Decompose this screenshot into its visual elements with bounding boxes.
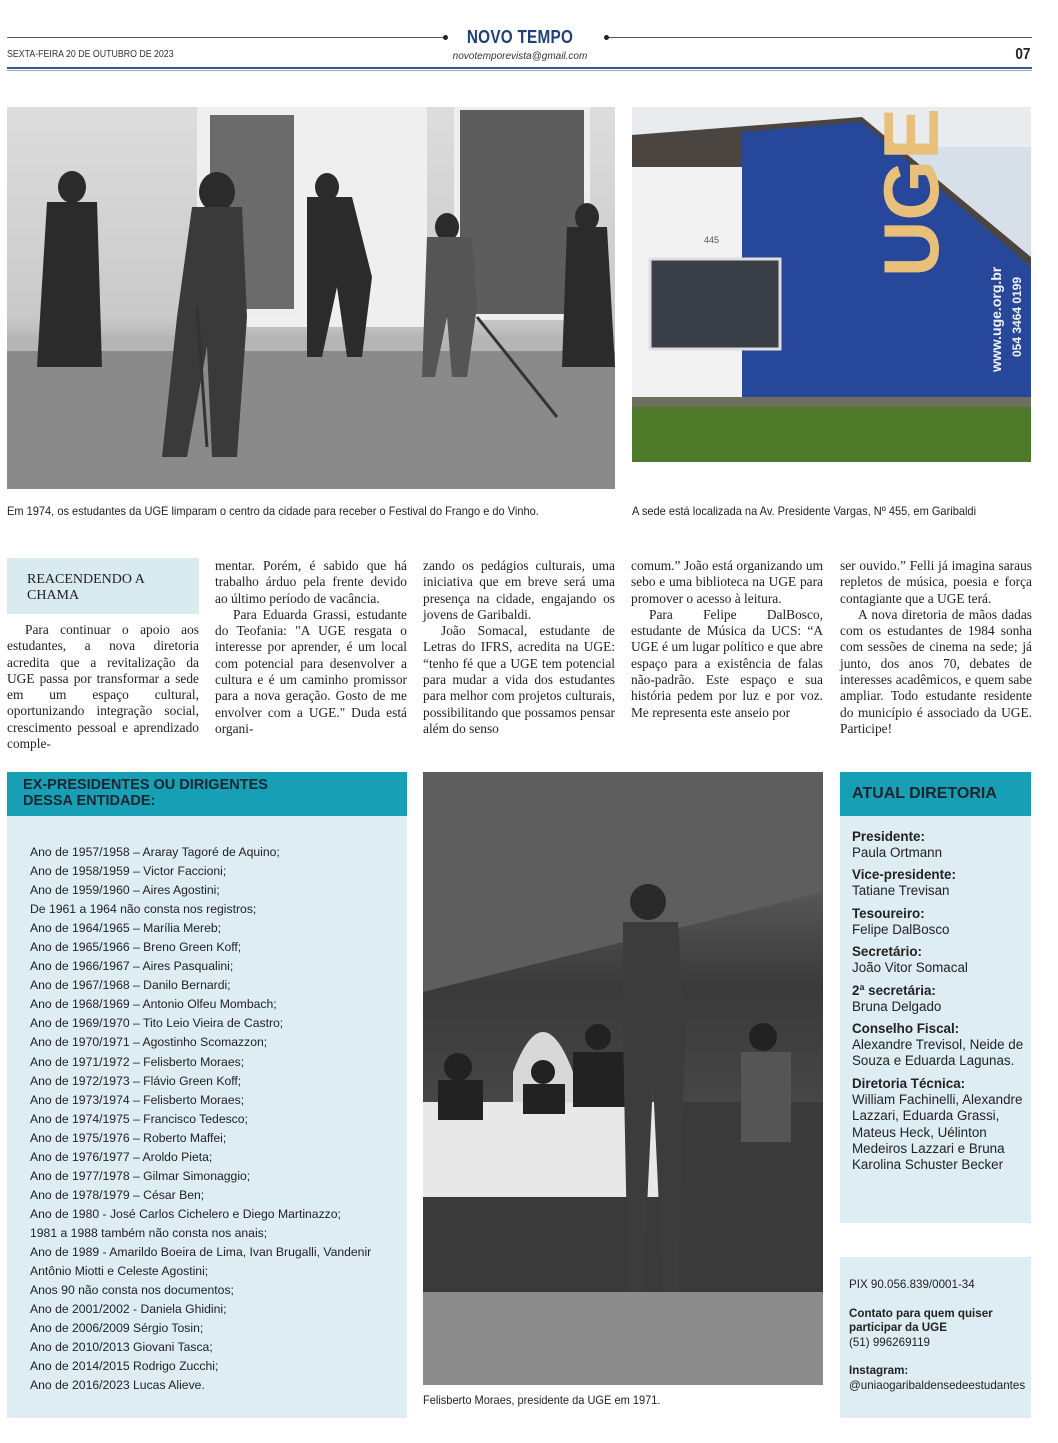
board-member-names: Bruna Delgado [852, 998, 942, 1014]
publication-title: NOVO TEMPO [466, 27, 574, 47]
uge-site-text: www.uge.org.br [988, 266, 1004, 372]
header-rule-right [608, 37, 1032, 38]
ex-president-item: Ano de 1967/1968 – Danilo Bernardi; [30, 978, 231, 993]
contact-box [840, 1257, 1031, 1418]
article-paragraph: zando os pedágios culturais, uma iniciativa que em breve será uma presença na cidade, engajando os jovens de Garibaldi. [423, 558, 615, 622]
board-role: Diretoria Técnica: [852, 1075, 966, 1091]
ex-president-item: Ano de 2010/2013 Giovani Tasca; [30, 1340, 213, 1355]
ex-president-item: Ano de 1971/1972 – Felisberto Moraes; [30, 1054, 245, 1069]
ex-president-item: Ano de 1977/1978 – Gilmar Simonaggio; [30, 1168, 251, 1183]
contact-email[interactable]: novotemporevista@gmail.com [452, 51, 588, 62]
ex-president-item: 1981 a 1988 também não consta nos anais; [30, 1225, 268, 1240]
ex-president-item: Ano de 1975/1976 – Roberto Maffei; [30, 1130, 227, 1145]
ex-president-item: Ano de 1989 - Amarildo Boeira de Lima, Ivan Brugalli, Vandenir [30, 1244, 372, 1259]
ex-president-item: Ano de 2016/2023 Lucas Alieve. [30, 1378, 205, 1393]
board-role: Vice-presidente: [852, 867, 956, 883]
ex-president-item: Ano de 1978/1979 – César Ben; [30, 1187, 205, 1202]
instagram-handle[interactable]: @uniaogaribaldensedeestudantes [849, 1378, 1026, 1392]
ex-president-item: De 1961 a 1964 não consta nos registros; [30, 902, 257, 917]
board-role: 2ª secretária: [852, 982, 936, 998]
board-member-names: Alexandre Trevisol, Neide de Souza e Eduarda Lagunas. [852, 1037, 1024, 1069]
photo3-caption: Felisberto Moraes, presidente da UGE em 1971. [423, 1393, 661, 1407]
contact-phone[interactable]: (51) 996269119 [849, 1335, 931, 1349]
ex-president-item: Antônio Miotti e Celeste Agostini; [30, 1264, 209, 1279]
article-paragraph: Para Felipe DalBosco, estudante de Música da UCS: “A UGE é um lugar político e que abre espaço para a existência de falas não-padrão. Este espaço e sua história pedem por luz e por voz. Me representa este anseio por [631, 606, 823, 720]
photo-felisberto-moraes-1971 [423, 772, 823, 1385]
instagram-label: Instagram: [849, 1364, 909, 1377]
board-role: Conselho Fiscal: [852, 1021, 960, 1037]
article-paragraph: A nova diretoria de mãos dadas com os estudantes de 1984 sonha com sessões de cinema na sede; já junto, dos anos 70, debates de interesses acadêmicos, e quem sabe ampliar. Todo estudante residente do município é associado da UGE. Participe! [840, 606, 1032, 736]
ex-president-item: Ano de 1976/1977 – Aroldo Pieta; [30, 1149, 213, 1164]
article-paragraph: mentar. Porém, é sabido que há trabalho árduo pela frente devido ao último período de vacância. [215, 558, 407, 606]
ex-president-item: Ano de 1965/1966 – Breno Green Koff; [30, 940, 242, 955]
building-number: 445 [704, 235, 720, 245]
board-member-names: João Vitor Somacal [852, 960, 968, 976]
ex-president-item: Ano de 1970/1971 – Agostinho Scomazzon; [30, 1035, 268, 1050]
ex-president-item: Ano de 1964/1965 – Marília Mereb; [30, 921, 222, 936]
article-paragraph: João Somacal, estudante de Letras do IFRS, acredita na UGE: “tenho fé que a UGE tem potencial para mudar a vida dos estudantes para melhor com projetos culturais, possibilitando que possamos pensar além do senso [423, 623, 615, 736]
header-rule-left [7, 37, 444, 38]
article-column-4 [631, 558, 823, 721]
photo2-caption: A sede está localizada na Av. Presidente Vargas, Nº 455, em Garibaldi [632, 504, 977, 518]
board-member-names: Paula Ortmann [852, 845, 943, 860]
ex-president-item: Ano de 2014/2015 Rodrigo Zucchi; [30, 1359, 219, 1374]
photo1-caption: Em 1974, os estudantes da UGE limparam o centro da cidade para receber o Festival do Frango e do Vinho. [7, 504, 539, 518]
article-column-5 [840, 558, 1032, 737]
ex-presidents-list [30, 843, 371, 1395]
article-paragraph: ser ouvido.” Felli já imagina saraus repletos de música, poesia e força contagiante que a UGE terá. [840, 558, 1032, 606]
ex-president-item: Ano de 1973/1974 – Felisberto Moraes; [30, 1092, 245, 1107]
page-number: 07 [1015, 46, 1031, 63]
article-column-1 [7, 622, 199, 752]
ex-presidents-title [7, 772, 407, 816]
board-role: Secretário: [852, 944, 922, 960]
header-dot [604, 35, 609, 40]
header-dot [443, 35, 448, 40]
ex-president-item: Ano de 1974/1975 – Francisco Tedesco; [30, 1111, 248, 1126]
ex-president-item: Ano de 1969/1970 – Tito Leio Vieira de Castro; [30, 1016, 284, 1031]
contact-label: Contato para quem quiser participar da UGE [849, 1306, 993, 1334]
photo-uge-headquarters [632, 107, 1031, 462]
current-board-title: ATUAL DIRETORIA [840, 772, 1031, 816]
ex-president-item: Ano de 2006/2009 Sérgio Tosin; [30, 1321, 204, 1336]
article-paragraph: Para continuar o apoio aos estudantes, a nova diretoria acredita que a revitalização da UGE passa por transformar a sede em um espaço cultural, oportunizando integração social, crescimento pessoal e aprendizado comple- [7, 622, 199, 752]
uge-phone-text: 054 3464 0199 [1010, 276, 1024, 357]
ex-president-item: Ano de 1966/1967 – Aires Pasqualini; [30, 959, 234, 974]
ex-president-item: Anos 90 não consta nos documentos; [30, 1283, 234, 1298]
board-member-names: William Fachinelli, Alexandre Lazzari, Eduarda Grassi, Mateus Heck, Uélinton Medeiros Lazzari e Bruna Karolina Schuster Becker [852, 1091, 1023, 1173]
ex-president-item: Ano de 1968/1969 – Antonio Olfeu Mombach; [30, 997, 277, 1012]
board-member-names: Tatiane Trevisan [852, 883, 950, 899]
article-kicker: REACENDENDO A CHAMA [7, 558, 199, 614]
article-column-2 [215, 558, 407, 737]
current-board-list [852, 823, 1027, 1174]
ex-president-item: Ano de 1972/1973 – Flávio Green Koff; [30, 1073, 242, 1088]
ex-president-item: Ano de 2001/2002 - Daniela Ghidini; [30, 1302, 227, 1317]
article-paragraph: comum.” João está organizando um sebo e uma biblioteca na UGE para promover o acesso à leitura. [631, 558, 823, 606]
pix-key: PIX 90.056.839/0001-34 [849, 1278, 975, 1291]
article-paragraph: Para Eduarda Grassi, estudante do Teofania: "A UGE resgata o interesse por aprender, é um local com potencial para desenvolver a cultura e é um caminho promissor para a nova geração. Gosto de me envolver com a UGE." Duda está organi- [215, 606, 407, 736]
board-role: Tesoureiro: [852, 905, 925, 921]
board-role: Presidente: [852, 829, 925, 844]
header-divider [7, 67, 1032, 69]
photo-students-cleaning-1974 [7, 107, 615, 489]
board-member-names: Felipe DalBosco [852, 921, 950, 937]
ex-president-item: Ano de 1959/1960 – Aires Agostini; [30, 883, 220, 898]
ex-president-item: Ano de 1980 - José Carlos Cichelero e Diego Martinazzo; [30, 1206, 341, 1221]
ex-president-item: Ano de 1957/1958 – Araray Tagoré de Aquino; [30, 845, 280, 859]
uge-logo-text: UGE [867, 107, 955, 277]
article-column-3 [423, 558, 615, 737]
issue-date: SEXTA-FEIRA 20 DE OUTUBRO DE 2023 [7, 49, 174, 60]
header-divider [7, 70, 1032, 71]
ex-presidents-title-text: EX-PRESIDENTES OU DIRIGENTES DESSA ENTIDADE: [23, 777, 268, 809]
uge-sign [867, 107, 955, 277]
ex-president-item: Ano de 1958/1959 – Victor Faccioni; [30, 864, 227, 879]
